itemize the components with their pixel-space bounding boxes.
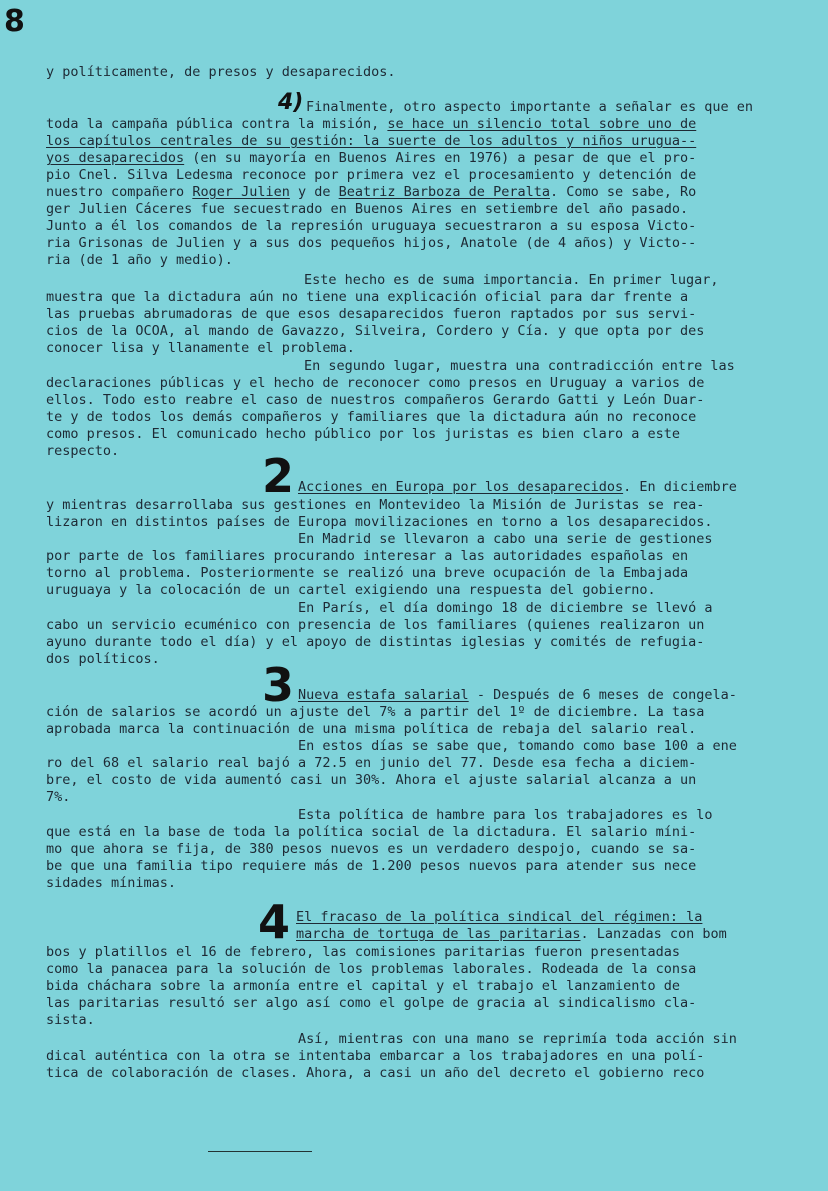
text-line: Así, mientras con una mano se reprimía toda acción sin bbox=[298, 1031, 737, 1047]
text-line: dical auténtica con la otra se intentaba embarcar a los trabajadores en una polí- bbox=[46, 1048, 705, 1064]
text-line: Nueva estafa salarial - Después de 6 meses de congela- bbox=[298, 687, 737, 703]
text-line: pio Cnel. Silva Ledesma reconoce por primera vez el procesamiento y detención de bbox=[46, 167, 697, 183]
text-line: En París, el día domingo 18 de diciembre se llevó a bbox=[298, 600, 713, 616]
section-number-3: 3 bbox=[262, 658, 295, 712]
section-number-2: 2 bbox=[262, 449, 295, 503]
text-line: ción de salarios se acordó un ajuste del 7% a partir del 1º de diciembre. La tasa bbox=[46, 704, 705, 720]
section-number-4a: 4) bbox=[278, 90, 304, 115]
text-line: ellos. Todo esto reabre el caso de nuestros compañeros Gerardo Gatti y León Duar- bbox=[46, 392, 705, 408]
text-line: En estos días se sabe que, tomando como base 100 a ene bbox=[298, 738, 737, 754]
text-line: cabo un servicio ecuménico con presencia de los familiares (quienes realizaron un bbox=[46, 617, 705, 633]
text-line: los capítulos centrales de su gestión: la suerte de los adultos y niños urugua-- bbox=[46, 133, 697, 149]
text-line: sista. bbox=[46, 1012, 95, 1028]
text-line: ria Grisonas de Julien y a sus dos pequeños hijos, Anatole (de 4 años) y Victo-- bbox=[46, 235, 697, 251]
page-number: 8 bbox=[4, 4, 25, 39]
text-line: bida cháchara sobre la armonía entre el capital y el trabajo el lanzamiento de bbox=[46, 978, 680, 994]
text-line: las paritarias resultó ser algo así como el golpe de gracia al sindicalismo cla- bbox=[46, 995, 697, 1011]
text-line: Esta política de hambre para los trabajadores es lo bbox=[298, 807, 713, 823]
text-line: uruguaya y la colocación de un cartel exigiendo una respuesta del gobierno. bbox=[46, 582, 656, 598]
text-line: respecto. bbox=[46, 443, 120, 459]
text-line: yos desaparecidos (en su mayoría en Buenos Aires en 1976) a pesar de que el pro- bbox=[46, 150, 697, 166]
text-line: 7%. bbox=[46, 789, 71, 805]
text-line: Finalmente, otro aspecto importante a señalar es que en bbox=[306, 99, 754, 115]
text-line: marcha de tortuga de las paritarias. Lanzadas con bom bbox=[296, 926, 727, 942]
text-line: conocer lisa y llanamente el problema. bbox=[46, 340, 355, 356]
text-line: ger Julien Cáceres fue secuestrado en Buenos Aires en setiembre del año pasado. bbox=[46, 201, 689, 217]
text-line: toda la campaña pública contra la misión, se hace un silencio total sobre uno de bbox=[46, 116, 697, 132]
text-line: declaraciones públicas y el hecho de reconocer como presos en Uruguay a varios de bbox=[46, 375, 705, 391]
text-line: las pruebas abrumadoras de que esos desaparecidos fueron raptados por sus servi- bbox=[46, 306, 697, 322]
text-line: Junto a él los comandos de la represión uruguaya secuestraron a su esposa Victo- bbox=[46, 218, 697, 234]
text-line: dos políticos. bbox=[46, 651, 160, 667]
text-line: be que una familia tipo requiere más de 1.200 pesos nuevos para atender sus nece bbox=[46, 858, 697, 874]
text-line: y mientras desarrollaba sus gestiones en Montevideo la Misión de Juristas se rea- bbox=[46, 497, 705, 513]
text-line: ro del 68 el salario real bajó a 72.5 en junio del 77. Desde esa fecha a diciem- bbox=[46, 755, 697, 771]
text-line: por parte de los familiares procurando interesar a las autoridades españolas en bbox=[46, 548, 689, 564]
text-line: tica de colaboración de clases. Ahora, a casi un año del decreto el gobierno reco bbox=[46, 1065, 705, 1081]
text-line: cios de la OCOA, al mando de Gavazzo, Silveira, Cordero y Cía. y que opta por des bbox=[46, 323, 705, 339]
text-line: Acciones en Europa por los desaparecidos. En diciembre bbox=[298, 479, 737, 495]
text-line: muestra que la dictadura aún no tiene una explicación oficial para dar frente a bbox=[46, 289, 689, 305]
text-line: que está en la base de toda la política social de la dictadura. El salario míni- bbox=[46, 824, 697, 840]
text-line: Este hecho es de suma importancia. En primer lugar, bbox=[304, 272, 719, 288]
text-line: ria (de 1 año y medio). bbox=[46, 252, 233, 268]
text-line: te y de todos los demás compañeros y familiares que la dictadura aún no reconoce bbox=[46, 409, 697, 425]
text-line: y políticamente, de presos y desaparecidos. bbox=[46, 64, 396, 80]
text-line: mo que ahora se fija, de 380 pesos nuevos es un verdadero despojo, cuando se sa- bbox=[46, 841, 697, 857]
text-line: En Madrid se llevaron a cabo una serie de gestiones bbox=[298, 531, 713, 547]
text-line: como presos. El comunicado hecho público por los juristas es bien claro a este bbox=[46, 426, 680, 442]
section-number-4b: 4 bbox=[258, 895, 291, 949]
text-line: En segundo lugar, muestra una contradicción entre las bbox=[304, 358, 735, 374]
text-line: bos y platillos el 16 de febrero, las comisiones paritarias fueron presentadas bbox=[46, 944, 680, 960]
text-line: El fracaso de la política sindical del régimen: la bbox=[296, 909, 703, 925]
text-line: ayuno durante todo el día) y el apoyo de distintas iglesias y comités de refugia- bbox=[46, 634, 705, 650]
text-line: nuestro compañero Roger Julien y de Beatriz Barboza de Peralta. Como se sabe, Ro bbox=[46, 184, 697, 200]
text-line: aprobada marca la continuación de una misma política de rebaja del salario real. bbox=[46, 721, 697, 737]
footer-rule bbox=[208, 1151, 312, 1152]
text-line: torno al problema. Posteriormente se realizó una breve ocupación de la Embajada bbox=[46, 565, 689, 581]
text-line: como la panacea para la solución de los problemas laborales. Rodeada de la consa bbox=[46, 961, 697, 977]
text-line: sidades mínimas. bbox=[46, 875, 177, 891]
text-line: bre, el costo de vida aumentó casi un 30%. Ahora el ajuste salarial alcanza a un bbox=[46, 772, 697, 788]
text-line: lizaron en distintos países de Europa movilizaciones en torno a los desaparecidos. bbox=[46, 514, 713, 530]
